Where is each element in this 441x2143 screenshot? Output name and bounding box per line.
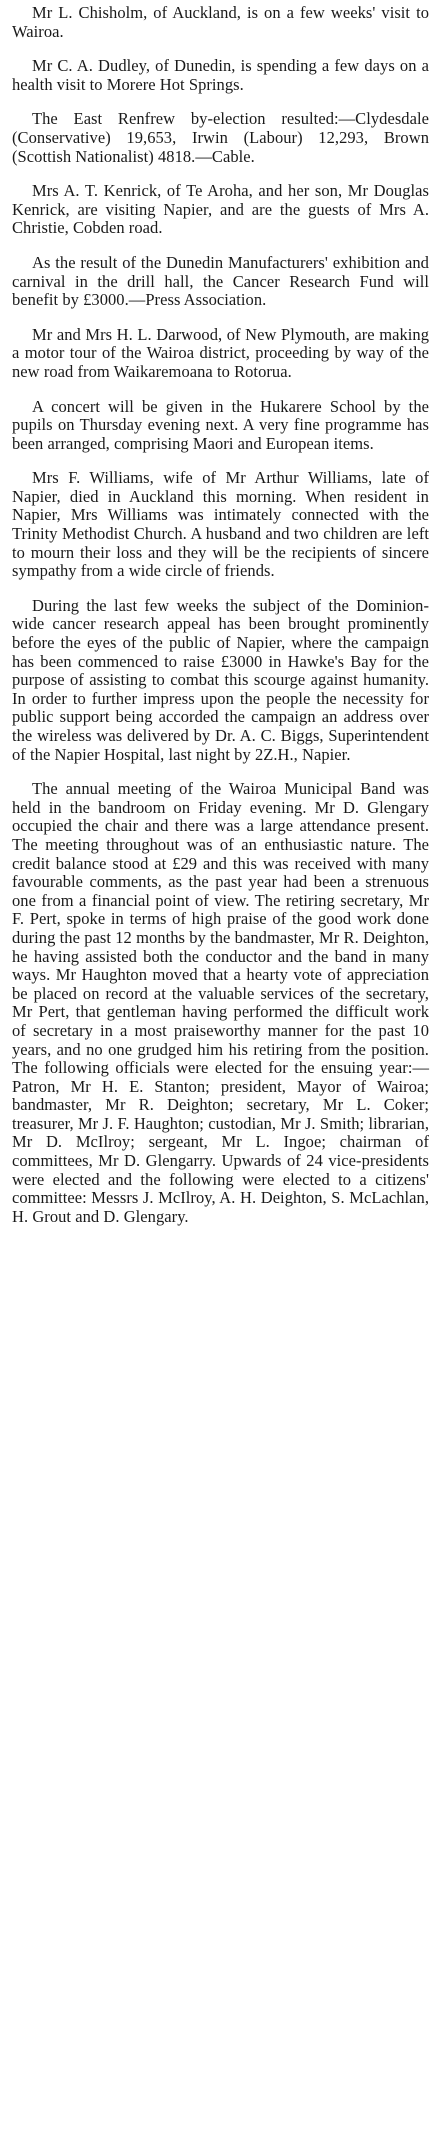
news-item-hukarere-concert: A concert will be given in the Hukarere School by the pupils on Thursday evening next. A very fine programme has been arranged, comprising Maori and European items. xyxy=(12,396,429,453)
news-item-darwood: Mr and Mrs H. L. Darwood, of New Plymouth, are making a motor tour of the Wairoa district, proceeding by way of the new road from Waikaremoana to Rotorua. xyxy=(12,324,429,381)
news-item-chisholm: Mr L. Chisholm, of Auckland, is on a few weeks' visit to Wairoa. xyxy=(12,3,429,41)
news-item-kenrick: Mrs A. T. Kenrick, of Te Aroha, and her son, Mr Douglas Kenrick, are visiting Napier, and are the guests of Mrs A. Christie, Cobden road. xyxy=(12,181,429,238)
news-item-renfrew-by-election: The East Renfrew by-election resulted:—Clydesdale (Conservative) 19,653, Irwin (Labour) 12,293, Brown (Scottish Nationalist) 4818.—Cable. xyxy=(12,109,429,166)
news-item-williams-obituary: Mrs F. Williams, wife of Mr Arthur Williams, late of Napier, died in Auckland this morning. When resident in Napier, Mrs Williams was intimately connected with the Trinity Methodist Church. A husband and two children are left to mourn their loss and they will be the recipients of sincere sympathy from a wide circle of friends. xyxy=(12,468,429,581)
news-item-dunedin-exhibition: As the result of the Dunedin Manufacturers' exhibition and carnival in the drill hall, the Cancer Research Fund will benefit by £3000.—Press Association. xyxy=(12,252,429,310)
news-item-cancer-appeal: During the last few weeks the subject of the Dominion-wide cancer research appeal has been brought prominently before the eyes of the public of Napier, where the campaign has been commenced to raise £3000 in Hawke's Bay for the purpose of assisting to combat this scourge against humanity. In order to further impress upon the people the necessity for public support being accorded the campaign an address over the wireless was delivered by Dr. A. C. Biggs, Superintendent of the Napier Hospital, last night by 2Z.H., Napier. xyxy=(12,595,429,764)
news-item-wairoa-band-meeting: The annual meeting of the Wairoa Municipal Band was held in the bandroom on Friday evening. Mr D. Glengary occupied the chair and there was a large attendance present. The meeting throughout was of an enthusiastic nature. The credit balance stood at £29 and this was received with many favourable comments, as the past year had been a strenuous one from a financial point of view. The retiring secretary, Mr F. Pert, spoke in terms of high praise of the good work done during the past 12 months by the bandmaster, Mr R. Deighton, he having assisted both the conductor and the band in many ways. Mr Haughton moved that a hearty vote of appreciation be placed on record at the valuable services of the secretary, Mr Pert, that gentleman having performed the difficult work of secretary in a most praiseworthy manner for the past 10 years, and no one grudged him his retiring from the position. The following officials were elected for the ensuing year:—Patron, Mr H. E. Stanton; president, Mayor of Wairoa; bandmaster, Mr R. Deighton; secretary, Mr L. Coker; treasurer, Mr J. F. Haughton; custodian, Mr J. Smith; librarian, Mr D. McIlroy; sergeant, Mr L. Ingoe; chairman of committees, Mr D. Glengarry. Upwards of 24 vice-presidents were elected and the following were elected to a citizens' committee: Messrs J. McIlroy, A. H. Deighton, S. McLachlan, H. Grout and D. Glengary. xyxy=(12,779,429,1226)
news-item-dudley: Mr C. A. Dudley, of Dunedin, is spending a few days on a health visit to Morere Hot Springs. xyxy=(12,56,429,94)
